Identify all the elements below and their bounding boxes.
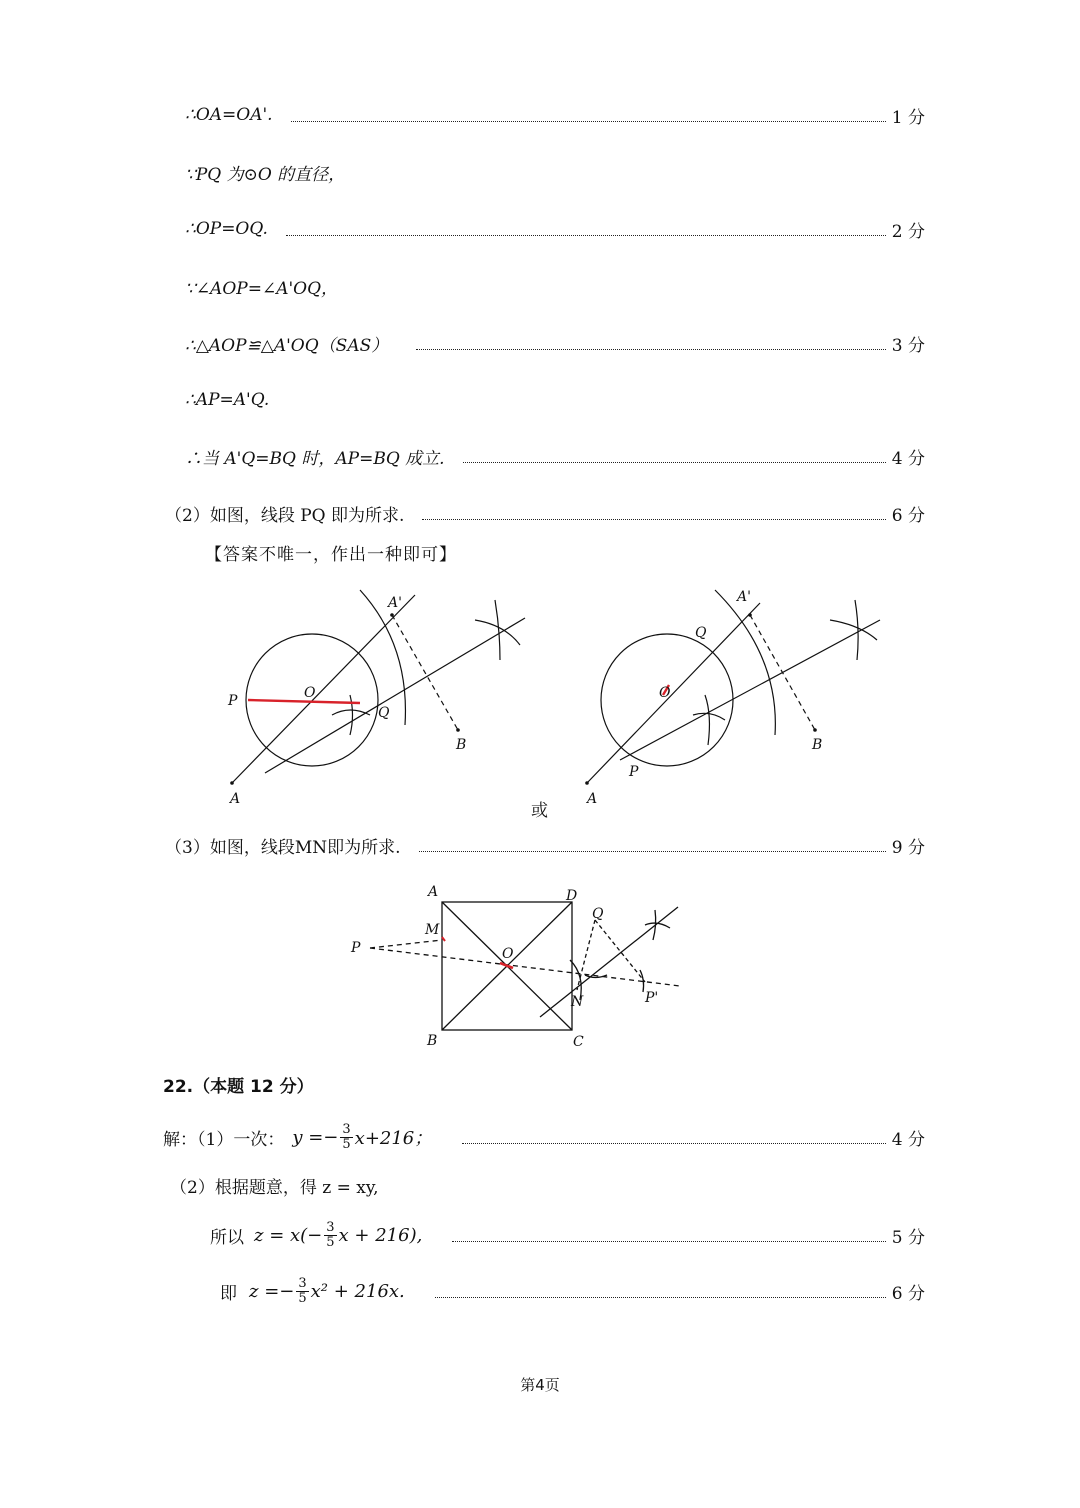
score-label: 3 分 — [891, 335, 925, 356]
arc-ap — [715, 590, 775, 735]
sol4-prefix: 即 — [220, 1283, 237, 1304]
leader-dots — [462, 1143, 886, 1144]
proof-text: ∴△AOP≌△A'OQ（SAS） — [185, 335, 389, 356]
label-b: B — [812, 737, 823, 753]
part3-line — [165, 830, 925, 860]
label-b: B — [456, 737, 467, 753]
label-o: O — [502, 946, 514, 962]
line-a-ap — [232, 595, 415, 783]
q22-solution-3 — [210, 1216, 925, 1254]
label-q: Q — [695, 625, 707, 641]
answer-note: 【答案不唯一，作出一种即可】 — [205, 545, 457, 565]
label-d: D — [566, 888, 578, 904]
score-label: 4 分 — [891, 1129, 925, 1150]
proof-line-1 — [185, 100, 925, 130]
score-label: 1 分 — [891, 107, 925, 128]
question-22-heading: 22.（本题 12 分） — [163, 1077, 314, 1097]
q22-solution-1 — [163, 1118, 925, 1156]
arc-mark-1 — [475, 620, 520, 645]
sol4-left: z =− — [249, 1280, 295, 1302]
label-ap: A' — [737, 589, 751, 605]
proof-text: ∴当 A'Q=BQ 时，AP=BQ 成立. — [185, 448, 445, 469]
label-a: A — [587, 791, 598, 807]
score-label: 9 分 — [891, 837, 925, 858]
part3-text: （3）如图，线段MN即为所求. — [165, 837, 401, 858]
label-pp: P' — [645, 990, 659, 1006]
line-a-ap — [587, 603, 760, 783]
or-label: 或 — [531, 801, 548, 821]
line-p-pp — [370, 948, 680, 986]
proof-line-6 — [185, 385, 925, 415]
q22-solution-2 — [170, 1170, 925, 1200]
label-ap: A' — [388, 595, 402, 611]
proof-line-2 — [185, 157, 925, 187]
label-q: Q — [378, 705, 390, 721]
sol4-right: x² + 216x. — [310, 1280, 405, 1302]
figure-2 — [575, 585, 895, 810]
sol2-text: （2）根据题意，得 z = xy, — [170, 1177, 379, 1198]
q22-solution-4 — [220, 1272, 925, 1310]
sol3-prefix: 所以 — [210, 1227, 244, 1248]
arc-mark-2 — [495, 600, 500, 660]
arc-mark-3 — [645, 923, 670, 928]
label-p: P — [351, 940, 361, 956]
score-label: 4 分 — [891, 448, 925, 469]
leader-dots — [422, 519, 885, 520]
label-a: A — [230, 791, 241, 807]
proof-line-3 — [185, 214, 925, 244]
sol1-prefix: 解：（1）一次： — [163, 1129, 285, 1150]
sol1-right: x+216； — [354, 1128, 433, 1149]
leader-dots — [435, 1297, 886, 1298]
sol1-fraction: $\frac{3}{5}$ — [342, 1121, 351, 1152]
sol3-right: x + 216), — [338, 1224, 423, 1246]
label-o: O — [659, 685, 671, 701]
part2-line — [165, 498, 925, 528]
figure-1 — [220, 585, 540, 810]
figure-3 — [345, 880, 690, 1055]
proof-line-4 — [185, 271, 925, 301]
proof-text: ∵PQ 为⊙O 的直径， — [185, 164, 346, 185]
score-label: 6 分 — [891, 1283, 925, 1304]
score-label: 2 分 — [891, 221, 925, 242]
arc-mark-2 — [855, 600, 858, 660]
label-p: P — [629, 764, 639, 780]
part2-text: （2）如图，线段 PQ 即为所求. — [165, 505, 405, 526]
label-a: A — [428, 884, 439, 900]
leader-dots — [416, 349, 886, 350]
line-q-pp — [595, 920, 645, 982]
proof-text: ∵∠AOP=∠A'OQ， — [185, 278, 339, 299]
leader-dots — [463, 462, 886, 463]
arc-mark-4 — [653, 910, 656, 940]
page-number: 第4页 — [520, 1376, 560, 1394]
arc-mark-1 — [830, 620, 877, 640]
leader-dots — [452, 1241, 885, 1242]
sol3-fraction: $\frac{3}{5}$ — [326, 1219, 335, 1250]
label-b: B — [427, 1033, 438, 1049]
line-p-m — [370, 940, 442, 948]
sol4-fraction: $\frac{3}{5}$ — [298, 1275, 307, 1306]
line-q-n — [577, 920, 595, 990]
label-m: M — [425, 922, 440, 938]
proof-text: ∴OP=OQ. — [185, 219, 268, 239]
leader-dots — [419, 851, 886, 852]
label-q: Q — [592, 906, 604, 922]
label-o: O — [304, 685, 316, 701]
label-c: C — [573, 1034, 584, 1050]
leader-dots — [286, 235, 886, 236]
label-n: N — [571, 994, 584, 1010]
proof-text: ∴OA=OA'. — [185, 105, 273, 125]
score-label: 5 分 — [891, 1227, 925, 1248]
line-ap-b — [750, 615, 815, 730]
proof-line-7 — [185, 441, 925, 471]
sol1-left: y =− — [292, 1126, 339, 1148]
arc-mark-4 — [705, 695, 709, 745]
sol3-left: z = x(− — [254, 1224, 323, 1246]
arc-mark-4 — [350, 695, 353, 735]
proof-text: ∴AP=A'Q. — [185, 390, 270, 410]
label-p: P — [228, 693, 238, 709]
score-label: 6 分 — [891, 505, 925, 526]
proof-line-5 — [185, 328, 925, 358]
leader-dots — [291, 121, 886, 122]
